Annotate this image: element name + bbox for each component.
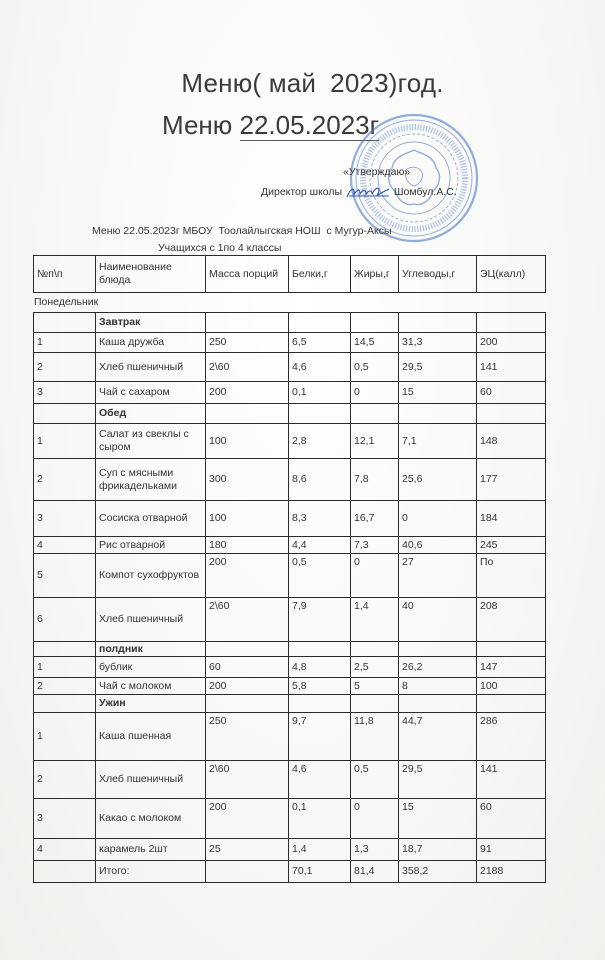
portion-mass: 300 <box>206 459 289 501</box>
meal-section-title: Ужин <box>96 695 206 713</box>
kcal-value: 245 <box>477 537 546 554</box>
empty-cell <box>34 642 96 657</box>
item-number: 4 <box>34 537 96 554</box>
carbs-value: 15 <box>399 799 477 839</box>
item-number: 6 <box>34 598 96 642</box>
empty-cell <box>351 695 399 713</box>
portion-mass: 200 <box>206 554 289 598</box>
item-number: 1 <box>34 657 96 678</box>
meal-section-title: полдник <box>96 642 206 657</box>
dish-name: Суп с мясными фрикадельками <box>96 459 206 501</box>
fat-value: 7,8 <box>351 459 399 501</box>
protein-value: 4,6 <box>289 761 351 799</box>
empty-cell <box>289 313 351 333</box>
table-row <box>34 839 546 861</box>
protein-value: 4,4 <box>289 537 351 554</box>
empty-cell <box>34 404 96 424</box>
meal-section-row <box>34 642 546 657</box>
document-date-title <box>162 110 379 141</box>
protein-value: 0,1 <box>289 799 351 839</box>
title-part-month: Меню( май <box>181 68 317 98</box>
carbs-value: 44,7 <box>399 713 477 761</box>
empty-cell <box>34 313 96 333</box>
item-number: 3 <box>34 501 96 537</box>
protein-value: 2,8 <box>289 424 351 459</box>
day-label: Понедельник <box>34 296 99 308</box>
portion-mass: 25 <box>206 839 289 861</box>
director-label: Директор школы <box>261 185 343 198</box>
empty-cell <box>477 642 546 657</box>
table-row <box>34 598 546 642</box>
dish-name: Какао с молоком <box>96 799 206 839</box>
dish-name: Хлеб пшеничный <box>96 353 206 382</box>
fat-value: 0,5 <box>351 353 399 382</box>
meal-section-title: Завтрак <box>96 313 206 333</box>
empty-cell <box>477 313 546 333</box>
grades-label: Учащихся с 1по 4 классы <box>158 242 282 254</box>
kcal-value: По <box>477 554 546 598</box>
carbs-value: 27 <box>399 554 477 598</box>
dish-name: Компот сухофруктов <box>96 554 206 598</box>
portion-mass: 100 <box>206 501 289 537</box>
carbs-value: 40 <box>399 598 477 642</box>
total-carbs: 358,2 <box>399 861 477 883</box>
title-prefix: Меню <box>162 110 233 140</box>
table-row <box>34 554 546 598</box>
fat-value: 0 <box>351 554 399 598</box>
fat-value: 0 <box>351 799 399 839</box>
kcal-value: 286 <box>477 713 546 761</box>
dish-name: Чай с молоком <box>96 678 206 695</box>
dish-name: бублик <box>96 657 206 678</box>
title-date: 22.05.2023г <box>239 110 380 140</box>
menu-subtitle: Меню 22.05.2023г МБОУ Тоолайлыгская НОШ с Мугур-Аксы <box>92 225 392 237</box>
carbs-value: 29,5 <box>399 761 477 799</box>
kcal-value: 148 <box>477 424 546 459</box>
portion-mass: 200 <box>206 678 289 695</box>
col-header-number: №п\п <box>34 256 96 293</box>
kcal-value: 60 <box>477 799 546 839</box>
protein-value: 8,6 <box>289 459 351 501</box>
header-row <box>34 256 546 293</box>
portion-mass: 250 <box>206 713 289 761</box>
empty-cell <box>206 404 289 424</box>
total-mass <box>206 861 289 883</box>
item-number: 2 <box>34 353 96 382</box>
column-header-table <box>33 255 546 293</box>
fat-value: 7,3 <box>351 537 399 554</box>
empty-cell <box>351 642 399 657</box>
table-row <box>34 537 546 554</box>
carbs-value: 8 <box>399 678 477 695</box>
meal-section-row <box>34 695 546 713</box>
item-number: 1 <box>34 424 96 459</box>
meal-section-row <box>34 313 546 333</box>
meal-section-row <box>34 404 546 424</box>
item-number: 3 <box>34 382 96 404</box>
empty-cell <box>289 404 351 424</box>
kcal-value: 60 <box>477 382 546 404</box>
director-approval <box>261 185 457 199</box>
col-header-dish: Наименование блюда <box>96 256 206 293</box>
signature-icon <box>345 185 391 199</box>
portion-mass: 100 <box>206 424 289 459</box>
title-part-year: 2023)год. <box>330 68 444 98</box>
table-row <box>34 799 546 839</box>
kcal-value: 177 <box>477 459 546 501</box>
carbs-value: 29,5 <box>399 353 477 382</box>
protein-value: 4,6 <box>289 353 351 382</box>
empty-cell <box>289 642 351 657</box>
kcal-value: 141 <box>477 353 546 382</box>
item-number: 1 <box>34 333 96 353</box>
portion-mass: 60 <box>206 657 289 678</box>
table-row <box>34 333 546 353</box>
kcal-value: 147 <box>477 657 546 678</box>
dish-name: Сосиска отварной <box>96 501 206 537</box>
empty-cell <box>206 313 289 333</box>
item-number: 3 <box>34 799 96 839</box>
protein-value: 0,1 <box>289 382 351 404</box>
carbs-value: 18,7 <box>399 839 477 861</box>
col-header-kcal: ЭЦ(калл) <box>477 256 546 293</box>
dish-name: Чай с сахаром <box>96 382 206 404</box>
total-kcal: 2188 <box>477 861 546 883</box>
protein-value: 9,7 <box>289 713 351 761</box>
dish-name: Каша пшенная <box>96 713 206 761</box>
kcal-value: 208 <box>477 598 546 642</box>
col-header-protein: Белки,г <box>289 256 351 293</box>
kcal-value: 100 <box>477 678 546 695</box>
item-number: 2 <box>34 459 96 501</box>
col-header-mass: Масса порций <box>206 256 289 293</box>
carbs-value: 40,6 <box>399 537 477 554</box>
document-title <box>0 68 605 99</box>
empty-cell <box>206 695 289 713</box>
kcal-value: 200 <box>477 333 546 353</box>
total-protein: 70,1 <box>289 861 351 883</box>
fat-value: 2,5 <box>351 657 399 678</box>
total-label: Итого: <box>96 861 206 883</box>
portion-mass: 2\60 <box>206 353 289 382</box>
fat-value: 5 <box>351 678 399 695</box>
table-row <box>34 424 546 459</box>
total-row <box>34 861 546 883</box>
dish-name: Хлеб пшеничный <box>96 598 206 642</box>
carbs-value: 26,2 <box>399 657 477 678</box>
carbs-value: 31,3 <box>399 333 477 353</box>
protein-value: 1,4 <box>289 839 351 861</box>
fat-value: 0,5 <box>351 761 399 799</box>
table-row <box>34 353 546 382</box>
table-row <box>34 678 546 695</box>
protein-value: 4,8 <box>289 657 351 678</box>
menu-table <box>33 312 546 883</box>
empty-cell <box>289 695 351 713</box>
fat-value: 0 <box>351 382 399 404</box>
protein-value: 5,8 <box>289 678 351 695</box>
item-number: 1 <box>34 713 96 761</box>
table-row <box>34 657 546 678</box>
fat-value: 11,8 <box>351 713 399 761</box>
protein-value: 7,9 <box>289 598 351 642</box>
item-number: 5 <box>34 554 96 598</box>
total-fat: 81,4 <box>351 861 399 883</box>
empty-cell <box>351 313 399 333</box>
empty-cell <box>399 404 477 424</box>
portion-mass: 180 <box>206 537 289 554</box>
portion-mass: 200 <box>206 382 289 404</box>
fat-value: 1,3 <box>351 839 399 861</box>
carbs-value: 15 <box>399 382 477 404</box>
kcal-value: 184 <box>477 501 546 537</box>
table-row <box>34 761 546 799</box>
kcal-value: 141 <box>477 761 546 799</box>
empty-cell <box>399 313 477 333</box>
carbs-value: 25,6 <box>399 459 477 501</box>
dish-name: Салат из свеклы с сыром <box>96 424 206 459</box>
empty-cell <box>399 642 477 657</box>
dish-name: Рис отварной <box>96 537 206 554</box>
dish-name: Хлеб пшеничный <box>96 761 206 799</box>
protein-value: 6,5 <box>289 333 351 353</box>
col-header-carbs: Углеводы,г <box>399 256 477 293</box>
fat-value: 16,7 <box>351 501 399 537</box>
dish-name: карамель 2шт <box>96 839 206 861</box>
col-header-fat: Жиры,г <box>351 256 399 293</box>
fat-value: 1,4 <box>351 598 399 642</box>
portion-mass: 250 <box>206 333 289 353</box>
carbs-value: 0 <box>399 501 477 537</box>
empty-cell <box>34 861 96 883</box>
protein-value: 0,5 <box>289 554 351 598</box>
kcal-value: 91 <box>477 839 546 861</box>
carbs-value: 7,1 <box>399 424 477 459</box>
portion-mass: 2\60 <box>206 598 289 642</box>
item-number: 4 <box>34 839 96 861</box>
table-row <box>34 382 546 404</box>
empty-cell <box>206 642 289 657</box>
item-number: 2 <box>34 761 96 799</box>
empty-cell <box>477 404 546 424</box>
table-row <box>34 459 546 501</box>
fat-value: 14,5 <box>351 333 399 353</box>
meal-section-title: Обед <box>96 404 206 424</box>
protein-value: 8,3 <box>289 501 351 537</box>
empty-cell <box>351 404 399 424</box>
approval-label: «Утверждаю» <box>343 166 411 178</box>
dish-name: Каша дружба <box>96 333 206 353</box>
empty-cell <box>34 695 96 713</box>
fat-value: 12,1 <box>351 424 399 459</box>
portion-mass: 200 <box>206 799 289 839</box>
table-row <box>34 713 546 761</box>
empty-cell <box>477 695 546 713</box>
portion-mass: 2\60 <box>206 761 289 799</box>
table-row <box>34 501 546 537</box>
director-name: Шомбул.А.С. <box>393 185 457 198</box>
item-number: 2 <box>34 678 96 695</box>
empty-cell <box>399 695 477 713</box>
